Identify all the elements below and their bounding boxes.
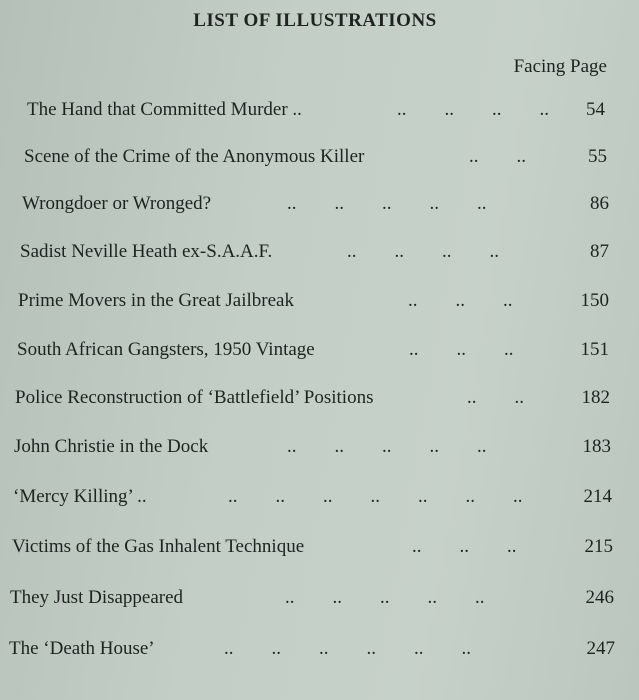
entry-title: John Christie in the Dock: [14, 436, 209, 457]
entry-page-number: 247: [586, 638, 615, 659]
entry-leaders: .. ..: [469, 146, 526, 167]
entry-page-number: 150: [580, 290, 609, 311]
entry-leaders: .. .. .. .. ..: [287, 193, 487, 214]
entry-page-number: 182: [581, 387, 610, 408]
entry-leaders: .. .. ..: [412, 536, 517, 557]
entry-leaders: .. .. ..: [409, 339, 514, 360]
entry-title: Wrongdoer or Wronged?: [22, 193, 212, 214]
entry-leaders: .. .. .. ..: [347, 241, 499, 262]
list-item: [18, 290, 611, 316]
entry-title: ‘Mercy Killing’ ..: [13, 486, 147, 507]
entry-leaders: .. .. .. ..: [397, 99, 549, 120]
page-title: LIST OF ILLUSTRATIONS: [193, 10, 437, 31]
list-item: [20, 241, 610, 267]
entry-title: Prime Movers in the Great Jailbreak: [18, 290, 294, 311]
entry-leaders: .. .. .. .. ..: [285, 587, 485, 608]
list-item: [24, 146, 607, 172]
entry-leaders: .. .. .. .. .. ..: [224, 638, 471, 659]
column-header-facing-page: Facing Page: [513, 56, 607, 77]
entry-title: Police Reconstruction of ‘Battlefield’ Positions: [15, 387, 374, 408]
entry-page-number: 246: [585, 587, 614, 608]
entry-page-number: 54: [586, 99, 605, 120]
list-item: [13, 486, 615, 512]
entry-title: Scene of the Crime of the Anonymous Killer: [24, 146, 365, 167]
list-item: [22, 193, 609, 219]
entry-leaders: .. .. .. .. .. .. ..: [228, 486, 523, 507]
list-item: [15, 387, 613, 413]
entry-page-number: 214: [583, 486, 612, 507]
entry-title: They Just Disappeared: [10, 587, 184, 608]
list-item: [9, 638, 618, 664]
list-item: [14, 436, 614, 462]
entry-title: South African Gangsters, 1950 Vintage: [17, 339, 315, 360]
list-item: [10, 587, 617, 613]
entry-page-number: 87: [590, 241, 609, 262]
entry-leaders: .. .. .. .. ..: [287, 436, 487, 457]
list-item: [27, 99, 607, 125]
entry-page-number: 55: [588, 146, 607, 167]
entry-leaders: .. .. ..: [408, 290, 513, 311]
entry-title: Sadist Neville Heath ex-S.A.A.F.: [20, 241, 273, 262]
entry-page-number: 183: [582, 436, 611, 457]
list-item: [17, 339, 612, 365]
entry-page-number: 151: [580, 339, 609, 360]
entry-title: The ‘Death House’: [9, 638, 155, 659]
entry-title: The Hand that Committed Murder ..: [27, 99, 302, 120]
entry-page-number: 86: [590, 193, 609, 214]
list-item: [12, 536, 616, 562]
entry-title: Victims of the Gas Inhalent Technique: [12, 536, 305, 557]
entry-leaders: .. ..: [467, 387, 524, 408]
entry-page-number: 215: [584, 536, 613, 557]
